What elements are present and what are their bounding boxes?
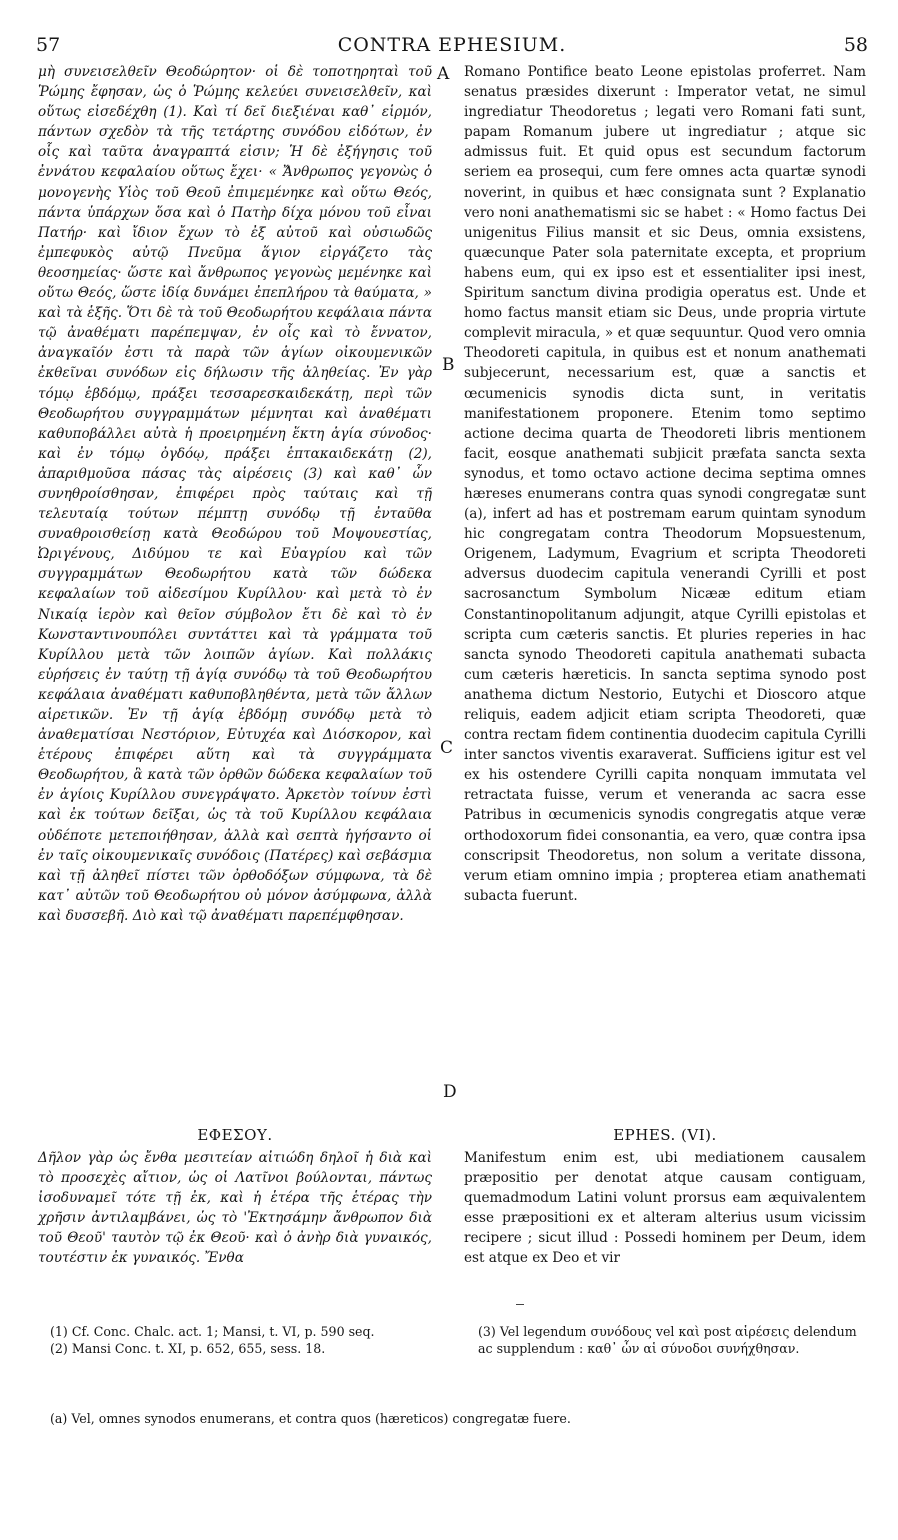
margin-mark-b: B <box>442 355 455 375</box>
footnotes-right <box>478 1323 868 1357</box>
latin-main-text: Romano Pontifice beato Leone epistolas proferret. Nam senatus præsides dixerunt : Imperator vetat, ne simul ingrediatur Theodoretus ; legati vero Romani fati sunt, papam Romanum jubere ut ingrediatur ; atque sic admissus fuit. Et quid opus est secundum factorum seriem ea prosequi, cum fere omnes acta quartæ synodi noverint, in quibus et hæc consignata sunt ? Explanatio vero noni anathematismi sic se habet : « Homo factus Dei unigenitus Filius mansit et sic Deus, omnia exsistens, quæcunque Pater sola paternitate excepta, et proprium habens eum, qui ex ipso est et essentialiter ipsi inest, Spiritum sanctum divina prodigia operatus est. Unde et homo factus mansit etiam sic Deus, unde propria virtute complevit miracula, » et quæ sequuntur. Quod vero omnia Theodoreti capitula, in quibus est et nonum anathemati subjecerunt, necessarium est, quæ a sanctis et œcumenicis synodis dicta sunt, in veritatis manifestationem proponere. Etenim tomo septimo actione decima quarta de Theodoreti libris mentionem facit, eosque anathemati subjicit præfata sancta sexta synodus, et tomo octavo actione decima septima omnes hæreses enumerans contra quas synodi congregatæ sunt (a), infert ad has et postremam earum quintam synodum hic congregatam contra Theodorum Mopsuestenum, Origenem, Ladymum, Evagrium et scripta Theodoreti adversus duodecim capitula venerandi Cyrilli et post sacrosanctum Symbolum Nicææ editum etiam Constantinopolitanum adjungit, atque Cyrilli epistolas et scripta cum cæteris sanctis. Et pluries reperies in hac sancta synodo Theodoreti capitula anathemati subacta cum cæteris hæreticis. In sancta septima synodo post anathema dictum Nestorio, Eutychi et Dioscoro atque reliquis, eadem adjicit etiam scripta Theodoreti, quæ contra rectam fidem continentia duodecim capitula Cyrilli inter sanctos viventis exaraverat. Sufficiens igitur est vel ex his ostendere Cyrilli capita nonquam immutata vel retractata fuisse, verum et veneranda ac sacra esse Patribus in œcumenicis synodis congregatis atque veræ orthodoxorum fidei consonantia, ea vero, quæ contra ipsa conscripsit Theodoretus, non solum a veritate dissona, verum etiam omnino impia ; propterea etiam anathemati subacta fuerunt. <box>464 64 866 904</box>
margin-mark-d: D <box>443 1082 457 1102</box>
section-text-latin: Manifestum enim est, ubi mediationem causalem præpositio per denotat atque causam contiguam, quemadmodum Latini volunt prorsus eam æquivalentem esse præpositioni ex et alteram alterius usum vicissim recipere ; sicut illud : Possedi hominem per Deum, idem est atque ex Deo et vir <box>464 1150 866 1267</box>
footnote-3: (3) Vel legendum συνόδους vel καὶ post αἱρέσεις delendum ac supplendum : καθ᾽ ὧν αἱ σύνοδοι συνήχθησαν. <box>478 1324 857 1356</box>
footnote-1: (1) Cf. Conc. Chalc. act. 1; Mansi, t. VI, p. 590 seq. <box>50 1324 375 1339</box>
page-number-right: 58 <box>843 34 868 56</box>
section-heading-latin: EPHES. (VI). <box>613 1126 717 1144</box>
latin-column <box>464 62 866 906</box>
greek-column <box>38 62 432 926</box>
page-number-left: 57 <box>36 34 61 56</box>
greek-main-text: μὴ συνεισελθεῖν Θεοδώρητον· οἱ δὲ τοποτηρηταὶ τοῦ Ῥώμης ἔφησαν, ὡς ὁ Ῥώμης κελεύει συνεισελθεῖν, καὶ οὕτως εἰσεδέχθη (1). Καὶ τί δεῖ διεξιέναι καθ᾽ εἱρμόν, πάντων σχεδὸν τὰ τῆς τετάρτης συνόδου εἰδότων, ἐν οἷς καὶ ταῦτα ἀναγραπτά εἰσιν; Ἡ δὲ ἐξήγησις τοῦ ἐννάτου κεφαλαίου οὕτως ἔχει· « Ἄνθρωπος γεγονὼς ὁ μονογενὴς Υἱὸς τοῦ Θεοῦ ἐπιμεμένηκε καὶ οὕτω Θεός, πάντα ὑπάρχων ὅσα καὶ ὁ Πατὴρ δίχα μόνου τοῦ εἶναι Πατήρ· καὶ ἴδιον ἔχων τὸ ἐξ αὐτοῦ καὶ οὐσιωδῶς ἐμπεφυκὸς αὐτῷ Πνεῦμα ἅγιον εἰργάζετο τὰς θεοσημείας· ὥστε καὶ ἄνθρωπος γεγονὼς μεμένηκε καὶ οὕτω Θεός, ὥστε ἰδίᾳ δυνάμει ἐπεπλήρου τὰ θαύματα, » καὶ τὰ ἑξῆς. Ὅτι δὲ τὰ τοῦ Θεοδωρήτου κεφάλαια πάντα τῷ ἀναθέματι παρέπεμψαν, ἐν οἷς καὶ τὸ ἔννατον, ἀναγκαῖόν ἐστι τὰ παρὰ τῶν ἁγίων οἰκουμενικῶν ἐκθεῖναι συνόδων εἰς δήλωσιν τῆς ἀληθείας. Ἐν γὰρ τόμῳ ἑβδόμῳ, πράξει τεσσαρεσκαιδεκάτῃ, περὶ τῶν Θεοδωρήτου συγγραμμάτων μέμνηται καὶ ἀναθέματι καθυποβάλλει αὐτὰ ἡ προειρημένη ἕκτη ἁγία σύνοδος· καὶ ἐν τόμῳ ὀγδόῳ, πράξει ἑπτακαιδεκάτῃ (2), ἀπαριθμοῦσα πάσας τὰς αἱρέσεις (3) καὶ καθ᾽ ὧν συνηθροίσθησαν, ἐπιφέρει πρὸς ταύταις καὶ τῇ τελευταίᾳ τούτων πέμπτῃ συνόδῳ τῇ ἐνταῦθα συναθροισθείσῃ κατὰ Θεοδώρου τοῦ Μοψουεστίας, Ὠριγένους, Διδύμου τε καὶ Εὐαγρίου καὶ τῶν συγγραμμάτων Θεοδωρήτου κατὰ τῶν δώδεκα κεφαλαίων τοῦ αἰδεσίμου Κυρίλλου· καὶ μετὰ τὸ ἐν Νικαίᾳ ἱερὸν καὶ θεῖον σύμβολον ἔτι δὲ καὶ τὸ ἐν Κωνσταντινουπόλει συντάττει καὶ τὰ γράμματα τοῦ Κυρίλλου μετὰ τῶν λοιπῶν ἁγίων. Καὶ πολλάκις εὑρήσεις ἐν ταύτῃ τῇ ἁγίᾳ συνόδῳ τὰ τοῦ Θεοδωρήτου κεφάλαια ἀναθέματι καθυποβληθέντα, μετὰ τῶν ἄλλων αἱρετικῶν. Ἐν τῇ ἁγίᾳ ἑβδόμῃ συνόδῳ μετὰ τὸ ἀναθεματίσαι Νεστόριον, Εὐτυχέα καὶ Διόσκορον, καὶ ἑτέρους ἐπιφέρει αὕτη καὶ τὰ συγγράμματα Θεοδωρήτου, ἃ κατὰ τῶν ὀρθῶν δώδεκα κεφαλαίων τοῦ ἐν ἁγίοις Κυρίλλου συνεγράψατο. Ἀρκετὸν τοίνυν ἐστὶ καὶ ἐκ τούτων δεῖξαι, ὡς τὰ τοῦ Κυρίλλου κεφάλαια οὐδέποτε μετεποιήθησαν, ἀλλὰ καὶ σεπτὰ ἡγήσαντο οἱ ἐν ταῖς οἰκουμενικαῖς συνόδοις (Πατέρες) καὶ σεβάσμια καὶ τῇ ἀληθεῖ πίστει τῶν ὀρθοδόξων σύμφωνα, τὰ δὲ κατ᾽ αὐτῶν τοῦ Θεοδωρήτου οὐ μόνον ἀσύμφωνα, ἀλλὰ καὶ δυσσεβῆ. Διὸ καὶ τῷ ἀναθέματι παρεπέμφθησαν. <box>38 64 432 924</box>
footnote-2: (2) Mansi Conc. t. XI, p. 652, 655, sess. 18. <box>50 1341 326 1356</box>
margin-mark-c: C <box>440 738 454 758</box>
section-heading-greek: ΕΦΕΣΟΥ. <box>197 1126 273 1144</box>
footnote-separator <box>516 1304 524 1305</box>
footnotes-bottom <box>50 1410 870 1427</box>
section-text-greek: Δῆλον γὰρ ὡς ἔνθα μεσιτείαν αἰτιώδη δηλοῖ ἡ διὰ καὶ τὸ προσεχὲς αἴτιον, ὡς οἱ Λατῖνοι βούλονται, πάντως ἰσοδυναμεῖ τότε τῇ ἐκ, καὶ ἡ ἑτέρα τῆς ἑτέρας τὴν χρῆσιν ἀντιλαμβάνει, ὡς τὸ 'Ἐκτησάμην ἄνθρωπον διὰ τοῦ Θεοῦ' ταυτὸν τῷ ἐκ Θεοῦ· καὶ ὁ ἀνὴρ διὰ γυναικός, τουτέστιν ἐκ γυναικός. Ἔνθα <box>38 1150 432 1267</box>
page-header <box>36 34 868 60</box>
margin-mark-a: A <box>437 64 450 84</box>
footnotes-left <box>50 1323 430 1357</box>
running-title: CONTRA EPHESIUM. <box>337 34 567 56</box>
footnote-a: (a) Vel, omnes synodos enumerans, et contra quos (hæreticos) congregatæ fuere. <box>50 1411 571 1426</box>
